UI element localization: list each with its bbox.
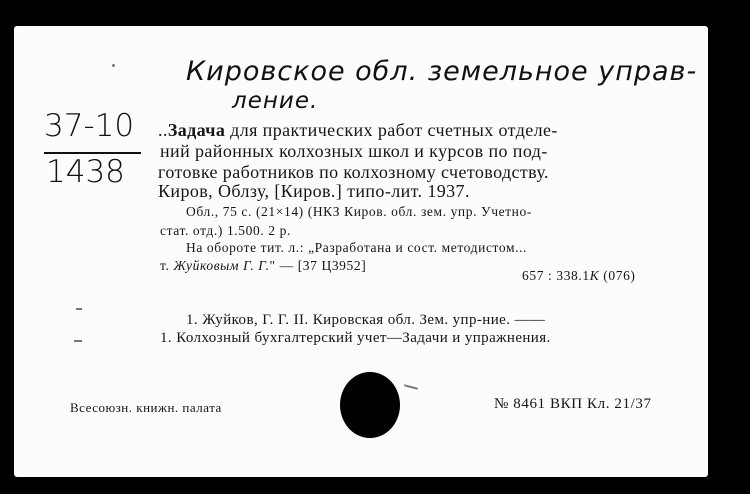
entry-note: На обороте тит. л.: „Разработана и сост. методистом...	[186, 240, 528, 255]
entry-line-3: готовке работников по колхозному счетоводству.	[158, 162, 549, 182]
punch-hole	[340, 372, 400, 438]
entry-line-2: ний районных колхозных школ и курсов по под-	[160, 141, 548, 161]
shelfmark-numerator: 37-10	[44, 108, 135, 144]
entry-title-bold: Задача	[167, 120, 226, 140]
speck-mark	[74, 340, 82, 342]
handwritten-heading-line2: ление.	[232, 88, 319, 114]
note-prefix: т.	[160, 258, 174, 273]
tracing-line-1: 1. Жуйков, Г. Г. II. Кировская обл. Зем. упр-ние. ——	[186, 312, 546, 328]
entry-note-cont	[160, 258, 366, 274]
author-name-italic: Жуйковым Г. Г.	[173, 258, 270, 273]
entry-collation-cont: стат. отд.) 1.500. 2 р.	[160, 223, 291, 238]
tracing-line-2: 1. Колхозный бухгалтерский учет—Задачи и упражнения.	[160, 330, 551, 346]
entry-title-rest: для практических работ счетных отделе-	[225, 120, 558, 140]
catalog-card	[14, 26, 708, 477]
card-number-footer: № 8461 ВКП Кл. 21/37	[494, 396, 652, 412]
entry-collation: Обл., 75 с. (21×14) (НКЗ Киров. обл. зем. упр. Учетно-	[186, 204, 532, 219]
udc-letter: К	[589, 268, 600, 283]
udc-number: 657 : 338.1	[522, 268, 590, 283]
publisher-footer: Всесоюзн. книжн. палата	[70, 400, 222, 415]
handwritten-heading-line1: Кировское обл. земельное управ-	[186, 56, 698, 87]
speck-mark	[404, 384, 418, 390]
note-suffix: " — [37 Ц3952]	[269, 258, 367, 273]
entry-imprint: Киров, Облзу, [Киров.] типо-лит. 1937.	[158, 181, 470, 201]
entry-title-line	[158, 120, 558, 141]
udc-tail: (076)	[599, 268, 636, 283]
speck-mark	[76, 308, 82, 310]
leader-dots: ..	[158, 120, 168, 140]
shelfmark-denominator: 1438	[46, 154, 125, 190]
classification-number	[522, 268, 636, 284]
speck-mark	[112, 64, 115, 67]
